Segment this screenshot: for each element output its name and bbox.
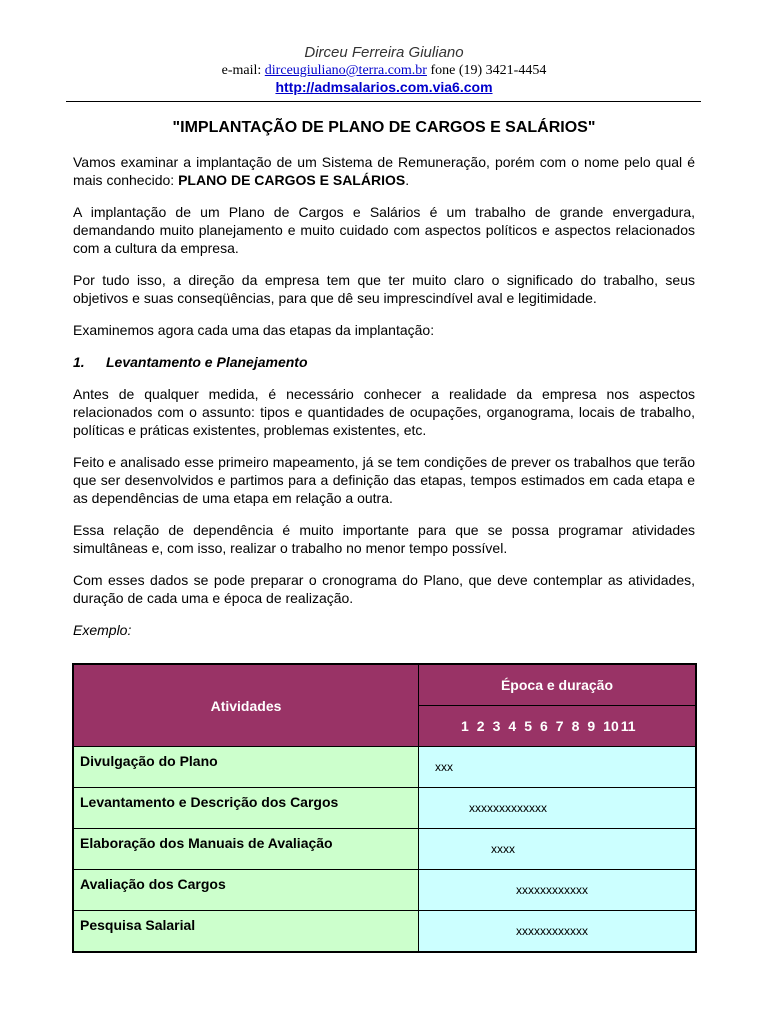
email-label: e-mail: [221,63,262,78]
period-marks-cell: xxxxxxxxxxxx [419,870,697,911]
period-number: 8 [571,718,580,734]
table-row [73,829,696,870]
paragraph-4: Examinemos agora cada uma das etapas da implantação: [73,322,435,338]
activity-cell: Avaliação dos Cargos [73,870,419,911]
section-number: 1. [73,354,85,370]
period-number: 3 [492,718,501,734]
paragraph-3: Por tudo isso, a direção da empresa tem que ter muito claro o significado do trabalho, seus objetivos e suas conseqüências, para que dê seu imprescindível aval e legitimidade. [73,272,695,306]
paragraph-5: Antes de qualquer medida, é necessário conhecer a realidade da empresa nos aspectos relacionados com o assunto: tipos e quantidades de ocupações, organograma, locais de trabalho, políticas e práticas existentes, problemas existentes, etc. [73,386,695,438]
period-number: 1 [461,718,469,734]
activity-cell: Pesquisa Salarial [73,911,419,953]
period-marks-cell: xxxx [419,829,697,870]
period-number: 9 [587,718,596,734]
period-marks-cell: xxx [419,747,697,788]
paragraph-6: Feito e analisado esse primeiro mapeamento, já se tem condições de prever os trabalhos que terão que ser desenvolvidos e partimos para a definição das etapas, tempos estimados em cada etapa e as dependências de uma etapa em relação a outra. [73,454,695,506]
activity-cell: Divulgação do Plano [73,747,419,788]
website-line [0,79,768,96]
period-number: 7 [555,718,564,734]
period-number: 4 [508,718,517,734]
schedule-table [72,663,697,953]
header-activities: Atividades [73,664,419,747]
document-header [0,44,768,96]
header-period-numbers [419,706,697,747]
email-link[interactable]: dirceugiuliano@terra.com.br [264,63,427,78]
table-row [73,788,696,829]
activity-cell: Levantamento e Descrição dos Cargos [73,788,419,829]
period-number: 6 [539,718,548,734]
paragraph-1: Vamos examinar a implantação de um Sistema de Remuneração, porém com o nome pelo qual é mais conhecido: PLANO DE CARGOS E SALÁRIOS. [73,154,695,188]
contact-line [0,62,768,79]
paragraph-8: Com esses dados se pode preparar o cronograma do Plano, que deve contemplar as atividades, duração de cada uma e época de realização. [73,572,695,606]
author-name: Dirceu Ferreira Giuliano [304,44,464,61]
document-title: "IMPLANTAÇÃO DE PLANO DE CARGOS E SALÁRIOS" [172,119,596,136]
header-period: Época e duração [419,664,697,706]
header-divider [66,101,701,102]
paragraph-7: Essa relação de dependência é muito importante para que se possa programar atividades simultâneas e, com isso, realizar o trabalho no menor tempo possível. [73,522,695,556]
table-row [73,911,696,953]
period-marks-cell: xxxxxxxxxxxxx [419,788,697,829]
period-number: 11 [620,718,636,734]
phone-text: fone (19) 3421-4454 [430,63,547,78]
activity-cell: Elaboração dos Manuais de Avaliação [73,829,419,870]
paragraph-2: A implantação de um Plano de Cargos e Salários é um trabalho de grande envergadura, demandando muito planejamento e muito cuidado com aspectos políticos e aspectos relacionados com a cultura da empresa. [73,204,695,256]
document-body [73,153,695,653]
plan-name-bold: PLANO DE CARGOS E SALÁRIOS [178,172,406,188]
period-number: 5 [524,718,532,734]
period-number: 2 [476,718,485,734]
table-row [73,870,696,911]
website-link[interactable]: http://admsalarios.com.via6.com [275,79,493,95]
period-number: 10 [603,718,619,734]
section-title: Levantamento e Planejamento [106,354,308,370]
section-heading [73,353,695,371]
period-marks-cell: xxxxxxxxxxxx [419,911,697,953]
example-label: Exemplo: [73,622,132,638]
table-row [73,747,696,788]
